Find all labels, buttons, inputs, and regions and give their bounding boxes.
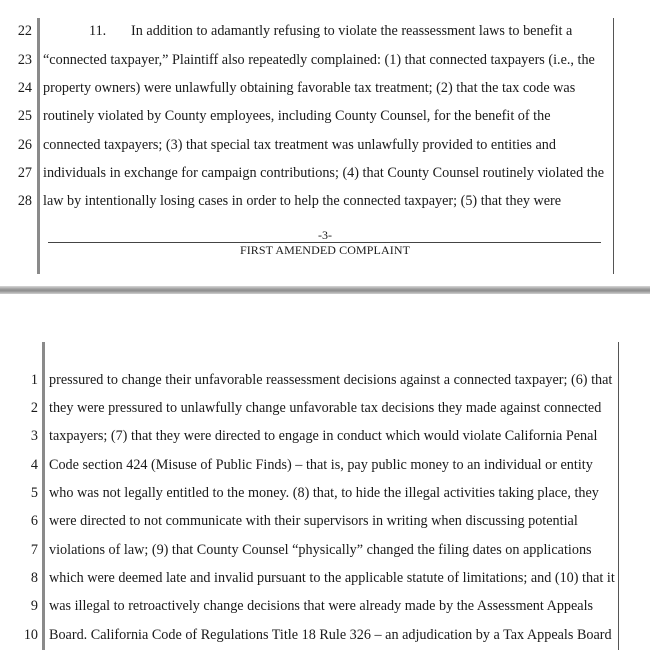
document-page-top xyxy=(0,0,650,286)
line-text: were directed to not communicate with their supervisors in writing when discussing potential xyxy=(49,513,578,529)
pleading-line xyxy=(0,451,650,479)
pleading-line xyxy=(0,131,650,159)
line-number: 25 xyxy=(17,108,32,124)
line-number: 5 xyxy=(30,485,38,501)
line-text: who was not legally entitled to the money. (8) that, to hide the illegal activities taking place, they xyxy=(49,485,599,501)
line-number: 10 xyxy=(23,627,38,643)
line-text: property owners) were unlawfully obtaining favorable tax treatment; (2) that the tax code was xyxy=(43,80,576,96)
pleading-line xyxy=(0,621,650,649)
line-number: 28 xyxy=(17,193,32,209)
line-text: law by intentionally losing cases in order to help the connected taxpayer; (5) that they were xyxy=(43,193,562,209)
page-separator xyxy=(0,286,650,294)
line-number: 7 xyxy=(30,542,38,558)
line-number: 26 xyxy=(17,137,32,153)
line-number: 27 xyxy=(17,165,32,181)
pleading-line xyxy=(0,564,650,592)
line-text: connected taxpayers; (3) that special tax treatment was unlawfully provided to entities and xyxy=(43,137,556,153)
pleading-line xyxy=(0,187,650,215)
line-number: 22 xyxy=(17,23,32,39)
pleading-line xyxy=(0,592,650,620)
line-number: 4 xyxy=(30,457,38,473)
footer-document-title: FIRST AMENDED COMPLAINT xyxy=(239,243,411,257)
line-number: 23 xyxy=(17,52,32,68)
line-text: pressured to change their unfavorable reassessment decisions against a connected taxpayer; (6) that xyxy=(49,372,613,388)
line-text: “connected taxpayer,” Plaintiff also repeatedly complained: (1) that connected taxpayers (i.e., the xyxy=(43,52,595,68)
pleading-line xyxy=(0,17,650,45)
pleading-line xyxy=(0,394,650,422)
line-text: individuals in exchange for campaign contributions; (4) that County Counsel routinely violated the xyxy=(43,165,605,181)
line-number: 8 xyxy=(30,570,38,586)
line-text: violations of law; (9) that County Counsel “physically” changed the filing dates on applications xyxy=(49,542,592,558)
pleading-line xyxy=(0,507,650,535)
line-text: they were pressured to unlawfully change unfavorable tax decisions they made against connected xyxy=(49,400,602,416)
document-page-bottom xyxy=(0,294,650,668)
line-text: taxpayers; (7) that they were directed to engage in conduct which would violate California Penal xyxy=(49,428,598,444)
line-number: 24 xyxy=(17,80,32,96)
line-text: Board. California Code of Regulations Title 18 Rule 326 – an adjudication by a Tax Appeals Board xyxy=(49,627,612,643)
pleading-line xyxy=(0,536,650,564)
line-number: 9 xyxy=(30,598,38,614)
line-text: 11. In addition to adamantly refusing to violate the reassessment laws to benefit a xyxy=(89,23,573,39)
line-number: 6 xyxy=(30,513,38,529)
pleading-line xyxy=(0,159,650,187)
line-text: which were deemed late and invalid pursuant to the applicable statute of limitations; and (10) that it xyxy=(49,570,615,586)
pleading-line xyxy=(0,74,650,102)
pleading-line xyxy=(0,46,650,74)
pleading-line xyxy=(0,479,650,507)
page-number: -3- xyxy=(318,228,332,242)
pleading-line xyxy=(0,366,650,394)
line-number: 3 xyxy=(30,428,38,444)
line-text: routinely violated by County employees, including County Counsel, for the benefit of the xyxy=(43,108,551,124)
line-number: 2 xyxy=(30,400,38,416)
pleading-line xyxy=(0,102,650,130)
line-text: was illegal to retroactively change decisions that were already made by the Assessment Appeals xyxy=(49,598,594,614)
line-text: Code section 424 (Misuse of Public Finds) – that is, pay public money to an individual or entity xyxy=(49,457,593,473)
pleading-line xyxy=(0,422,650,450)
line-number: 1 xyxy=(30,372,38,388)
